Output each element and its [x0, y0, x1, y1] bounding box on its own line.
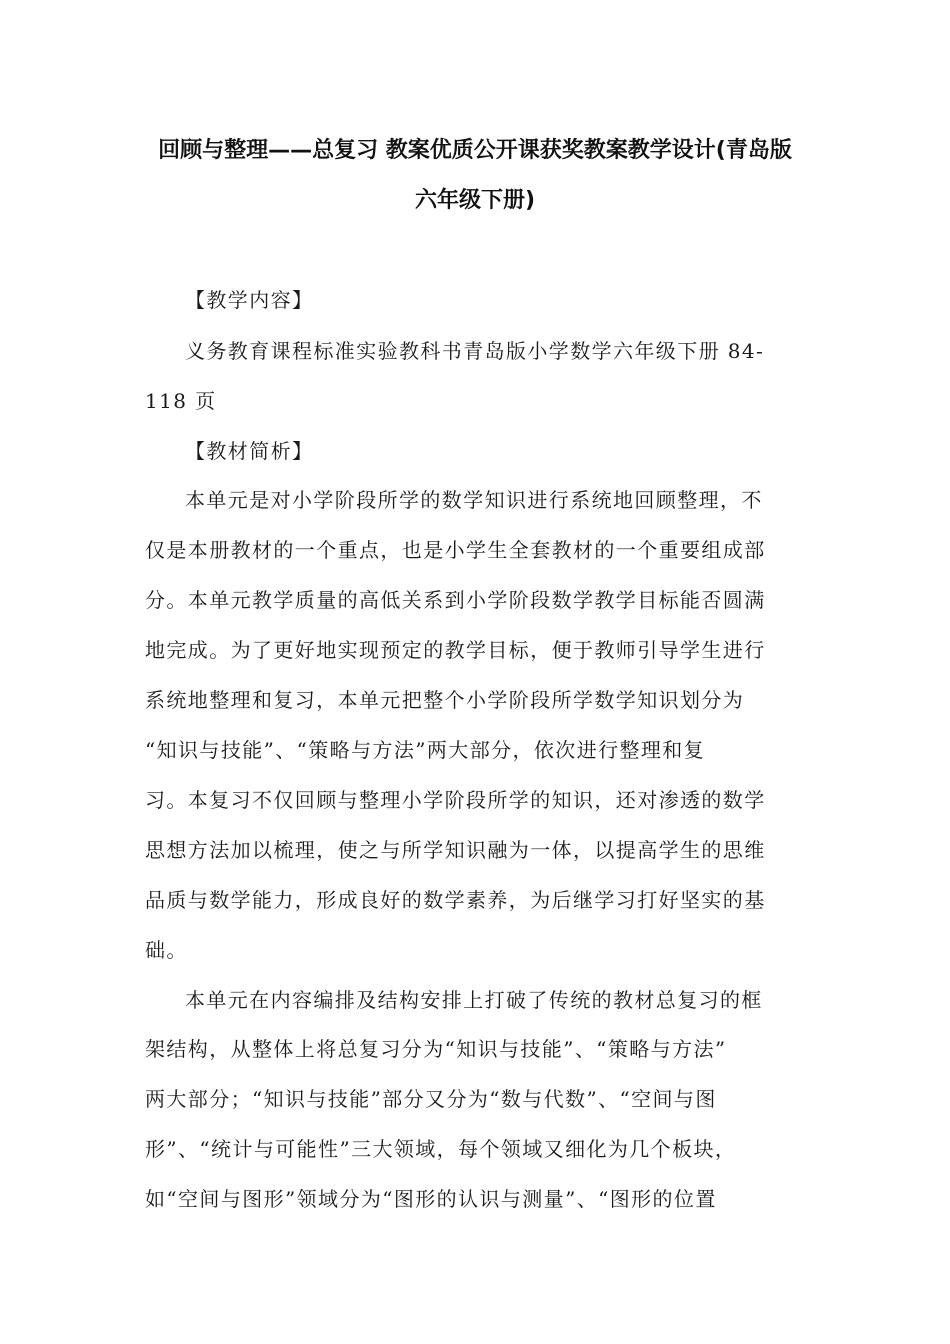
paragraph-line: 品质与数学能力，形成良好的数学素养，为后继学习打好坚实的基 — [145, 888, 766, 912]
paragraph-line: 形”、“统计与可能性”三大领域，每个领域又细化为几个板块， — [145, 1137, 737, 1161]
paragraph-line: 仅是本册教材的一个重点，也是小学生全套教材的一个重要组成部 — [145, 538, 766, 562]
paragraph-line: 思想方法加以梳理，使之与所学知识融为一体，以提高学生的思维 — [145, 838, 766, 862]
paragraph-line: 地完成。为了更好地实现预定的教学目标，便于教师引导学生进行 — [145, 638, 766, 662]
document-title-line-1: 回顾与整理——总复习 教案优质公开课获奖教案教学设计(青岛版 — [158, 138, 792, 163]
section-heading-teaching-content: 【教学内容】 — [185, 288, 314, 312]
paragraph-line: “知识与技能”、“策略与方法”两大部分，依次进行整理和复 — [145, 738, 706, 762]
section-heading-textbook-analysis: 【教材简析】 — [185, 439, 314, 463]
paragraph-line: 分。本单元教学质量的高低关系到小学阶段数学教学目标能否圆满 — [145, 588, 766, 612]
paragraph-line: 系统地整理和复习，本单元把整个小学阶段所学数学知识划分为 — [145, 688, 745, 712]
paragraph-line: 础。 — [145, 938, 188, 962]
paragraph-line: 习。本复习不仅回顾与整理小学阶段所学的知识，还对渗透的数学 — [145, 788, 766, 812]
paragraph-line: 如“空间与图形”领域分为“图形的认识与测量”、“图形的位置 — [145, 1187, 717, 1211]
document-title-line-2: 六年级下册) — [414, 188, 536, 213]
paragraph-line: 义务教育课程标准实验教科书青岛版小学数学六年级下册 84- — [185, 339, 765, 363]
paragraph-line: 本单元在内容编排及结构安排上打破了传统的教材总复习的框 — [185, 988, 763, 1012]
paragraph-line: 架结构，从整体上将总复习分为“知识与技能”、“策略与方法” — [145, 1037, 727, 1061]
paragraph-line: 本单元是对小学阶段所学的数学知识进行系统地回顾整理，不 — [185, 488, 763, 512]
paragraph-line: 118 页 — [145, 389, 217, 413]
paragraph-line: 两大部分；“知识与技能”部分又分为“数与代数”、“空间与图 — [145, 1087, 717, 1111]
